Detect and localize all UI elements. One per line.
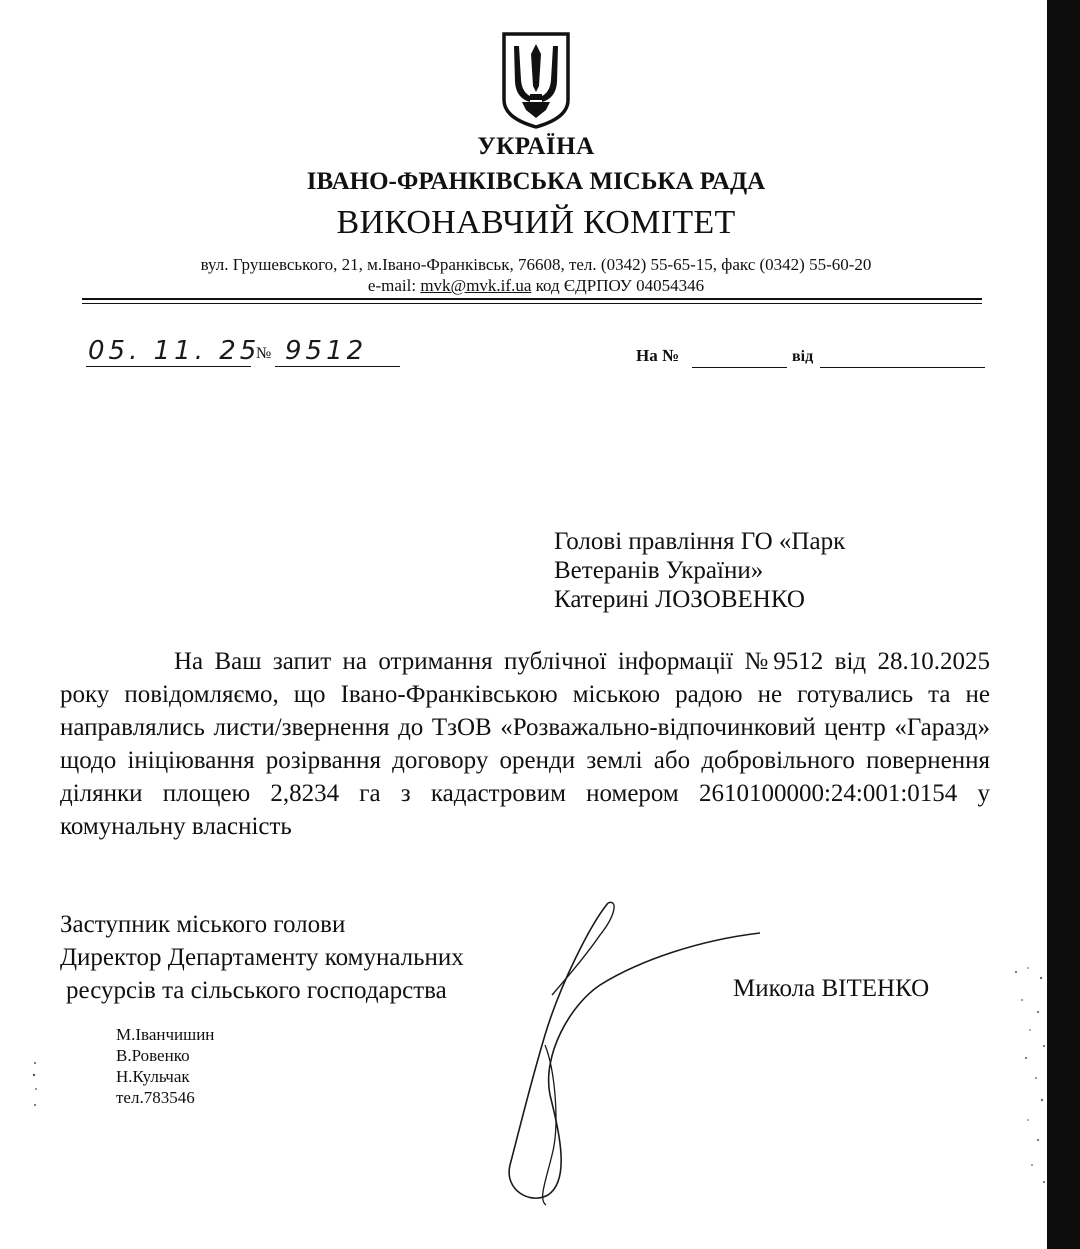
header-rule-thick	[82, 298, 982, 300]
reference-date-label: від	[792, 348, 814, 365]
reference-number-label: На №	[636, 346, 680, 365]
prepared-by-line: Н.Кульчак	[116, 1067, 190, 1086]
letter-body	[60, 645, 990, 843]
signatory-name: Микола ВІТЕНКО	[733, 975, 930, 1002]
council-heading: ІВАНО-ФРАНКІВСЬКА МІСЬКА РАДА	[306, 168, 766, 195]
signatory-titles	[60, 908, 464, 1007]
email-prefix: e-mail:	[367, 276, 421, 295]
signatory-title: ресурсів та сільського господарства	[66, 977, 447, 1004]
signatory-title: Заступник міського голови	[60, 911, 346, 938]
address-line: вул. Грушевського, 21, м.Івано-Франківськ, 76608, тел. (0342) 55-65-15, факс (0342) 55-60-20	[200, 255, 872, 274]
addressee-line: Голові правління ГО «Парк	[554, 528, 846, 555]
email-link[interactable]: mvk@mvk.if.ua	[420, 276, 532, 295]
scan-noise	[28, 1055, 43, 1115]
reference-date-blank	[820, 367, 985, 368]
committee-heading: ВИКОНАВЧИЙ КОМІТЕТ	[336, 204, 736, 241]
reference-number-blank	[692, 367, 787, 368]
number-label: №	[256, 345, 272, 362]
outgoing-number: 9512	[285, 336, 368, 366]
country-heading: УКРАЇНА	[477, 133, 595, 160]
scan-noise	[1008, 960, 1053, 1190]
contact-line	[0, 276, 1072, 296]
trident-icon	[500, 30, 572, 130]
prepared-by-block	[116, 1024, 214, 1108]
addressee-block	[554, 527, 845, 614]
outgoing-date: 05. 11. 25	[88, 336, 261, 366]
body-paragraph: На Ваш запит на отримання публічної інформації №9512 від 28.10.2025 року повідомляємо, що Івано-Франківською міською радою не готувались та не направлялись листи/звернення до ТзОВ «Розважально-відпочинковий центр «Гаразд» щодо ініціювання розірвання договору оренди землі або добровільного повернення ділянки площею 2,8234 га з кадастровим номером 2610100000:24:001:0154 у комунальну власність	[60, 648, 990, 840]
addressee-line: Ветеранів України»	[554, 557, 764, 584]
date-underline	[86, 366, 251, 367]
number-underline	[275, 366, 400, 367]
header-rule-thin	[82, 303, 982, 304]
prepared-by-line: тел.783546	[116, 1088, 195, 1107]
prepared-by-line: В.Ровенко	[116, 1046, 190, 1065]
addressee-line: Катерині ЛОЗОВЕНКО	[554, 586, 805, 613]
handwritten-signature	[490, 895, 770, 1215]
edrpou-code: код ЄДРПОУ 04054346	[531, 276, 705, 295]
signatory-title: Директор Департаменту комунальних	[60, 944, 464, 971]
prepared-by-line: М.Іванчишин	[116, 1025, 215, 1044]
